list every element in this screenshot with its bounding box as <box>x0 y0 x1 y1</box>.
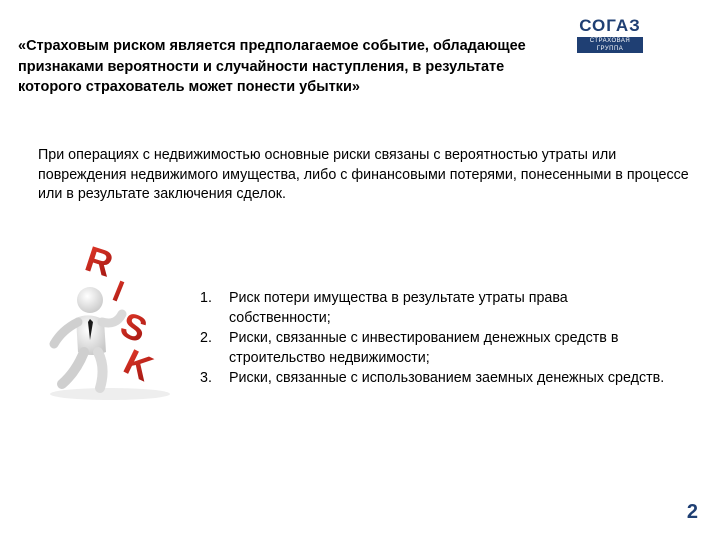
risk-illustration <box>40 222 180 402</box>
list-text: Риски, связанные с использованием заемных денежных средств. <box>229 370 665 386</box>
list-item <box>200 328 670 368</box>
list-item <box>200 368 670 388</box>
letter-s: S <box>114 303 154 351</box>
logo-tagline: СТРАХОВАЯ ГРУППА <box>577 37 643 53</box>
list-text: Риск потери имущества в результате утраты права собственности; <box>229 290 568 326</box>
letter-k: K <box>117 340 160 390</box>
page-number: 2 <box>686 501 698 523</box>
list-number: 2. <box>200 330 212 346</box>
sogaz-logo <box>577 16 643 50</box>
list-number: 3. <box>200 370 212 386</box>
definition-quote: «Страховым риском является предполагаемое событие, обладающее признаками вероятности и случайности наступления, в результате которого страхователь может понести убытки» <box>18 38 526 95</box>
letter-i: I <box>108 274 129 309</box>
intro-paragraph: При операциях с недвижимостью основные риски связаны с вероятностью утраты или повреждения недвижимого имущества, либо с финансовыми потерями, понесенными в процессе или в результате заключения сделок. <box>38 147 689 202</box>
ground-shadow <box>50 388 170 400</box>
list-text: Риски, связанные с инвестированием денежных средств в строительство недвижимости; <box>229 330 619 366</box>
logo-wordmark: СОГАЗ <box>579 16 641 35</box>
risk-list <box>200 288 670 388</box>
list-item <box>200 288 670 328</box>
list-number: 1. <box>200 290 212 306</box>
letter-r: R <box>80 237 118 285</box>
